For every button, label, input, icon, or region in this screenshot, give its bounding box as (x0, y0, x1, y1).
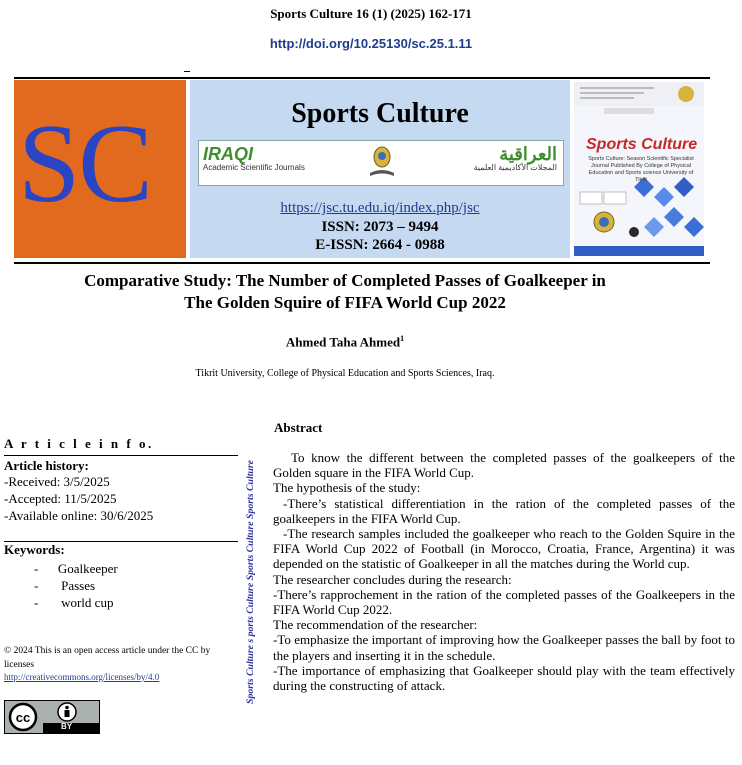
affiliation: Tikrit University, College of Physical Education and Sports Sciences, Iraq. (195, 368, 495, 379)
license-text: © 2024 This is an open access article under the CC by licenses (4, 646, 211, 670)
paper-title (0, 270, 690, 314)
abstract-heading: Abstract (274, 420, 323, 435)
arabic-journals-logo (474, 145, 557, 172)
abstract-paragraph: -The research samples included the goalkeeper who reach to the Golden Squire in the FIFA World Cup 2022 of Football (in Morocco, Croatia, France, Argentina) it was depended on the statistic of Goalkeeper in all the matches during the World cup. (273, 526, 735, 572)
sc-logo (14, 80, 186, 258)
abstract-paragraph: -There’s rapprochement in the ration of the completed passes of the Goalkeepers in the FIFA World Cup 2022. (273, 586, 735, 618)
article-history-heading: Article history: (4, 458, 89, 473)
paper-title-line1: Comparative Study: The Number of Completed Passes of Goalkeeper in (84, 271, 606, 290)
vertical-text: Sports Culture s ports Culture Sports Culture Sports Culture (245, 464, 256, 704)
iraqi-logo-sub: Academic Scientific Journals (203, 163, 305, 172)
cover-subtitle: Sports Culture: Season Scientific Specialist Journal Published By College of Physical Education and Sports science University of Tikrit (588, 156, 694, 183)
sc-logo-letters: SC (18, 102, 151, 226)
abstract-paragraph: The recommendation of the researcher: (273, 617, 478, 633)
cover-title: Sports Culture (586, 136, 698, 153)
indexing-logos (198, 140, 564, 186)
header-rule-top (14, 77, 710, 79)
received-date: -Received: 3/5/2025 (4, 474, 110, 489)
article-info-rule (4, 455, 238, 456)
svg-text:cc: cc (15, 710, 31, 725)
cc-by-badge[interactable] (4, 700, 100, 734)
arabic-logo-sub: المجلات الأكاديمية العلمية (473, 163, 557, 172)
license-link[interactable]: http://creativecommons.org/licenses/by/4.0 (4, 672, 160, 682)
keyword-item: - world cup (34, 595, 114, 610)
abstract-paragraph: -To emphasize the important of improving how the Goalkeeper passes the ball by foot to the players and inserting it in the schedule. (273, 632, 735, 663)
author (0, 334, 690, 350)
author-affiliation-mark: 1 (400, 334, 405, 343)
arabic-logo-main: العراقية (499, 144, 557, 164)
journal-info-band (190, 80, 570, 258)
keyword-text: Passes (61, 578, 96, 593)
issn: ISSN: 2073 – 9494 (321, 219, 439, 235)
journal-cover-image (574, 82, 704, 256)
online-date: -Available online: 30/6/2025 (4, 508, 154, 523)
doi-link[interactable]: http://doi.org/10.25130/sc.25.1.11 (269, 36, 473, 51)
accepted-date: -Accepted: 11/5/2025 (4, 491, 117, 506)
abstract-paragraph: To know the different between the completed passes of the goalkeepers of the Golden square in the FIFA World Cup. (273, 450, 735, 481)
journal-name: Sports Culture (291, 98, 469, 129)
keyword-item: - Passes (34, 578, 96, 593)
keyword-text: world cup (61, 595, 114, 610)
journal-reference: Sports Culture 16 (1) (2025) 162-171 (270, 6, 472, 21)
author-name: Ahmed Taha Ahmed (285, 334, 401, 350)
abstract-body (273, 450, 735, 693)
header-tick (184, 71, 190, 72)
keyword-text: Goalkeeper (57, 561, 118, 576)
paper-title-line2: The Golden Squire of FIFA World Cup 2022 (184, 293, 506, 312)
iraqi-logo-main: IRAQI (203, 144, 254, 164)
abstract-paragraph: The hypothesis of the study: (273, 480, 421, 496)
header-rule-bottom (14, 262, 710, 264)
university-emblem-icon (367, 145, 397, 179)
eissn: E-ISSN: 2664 - 0988 (315, 237, 445, 253)
abstract-paragraph: The researcher concludes during the research: (273, 571, 512, 587)
vertical-text-svg (240, 456, 258, 706)
article-info-heading: A r t i c l e i n f o. (4, 436, 154, 451)
cc-by-label: BY (61, 722, 73, 731)
journal-url-link[interactable]: https://jsc.tu.edu.iq/index.php/jsc (280, 200, 480, 216)
abstract-paragraph: -The importance of emphasizing that Goalkeeper should play with the team effectively during the constructing of attack. (273, 662, 735, 694)
journal-banner (14, 80, 710, 262)
cc-badge-art (5, 701, 99, 733)
iraqi-journals-logo (203, 145, 305, 172)
keywords-heading: Keywords: (4, 542, 65, 557)
keyword-item: - Goalkeeper (34, 561, 118, 576)
vertical-journal-watermark (240, 456, 258, 706)
abstract-paragraph: -There’s statistical differentiation in the ration of the completed passes of the goalkeepers in the FIFA World Cup. (273, 495, 735, 526)
